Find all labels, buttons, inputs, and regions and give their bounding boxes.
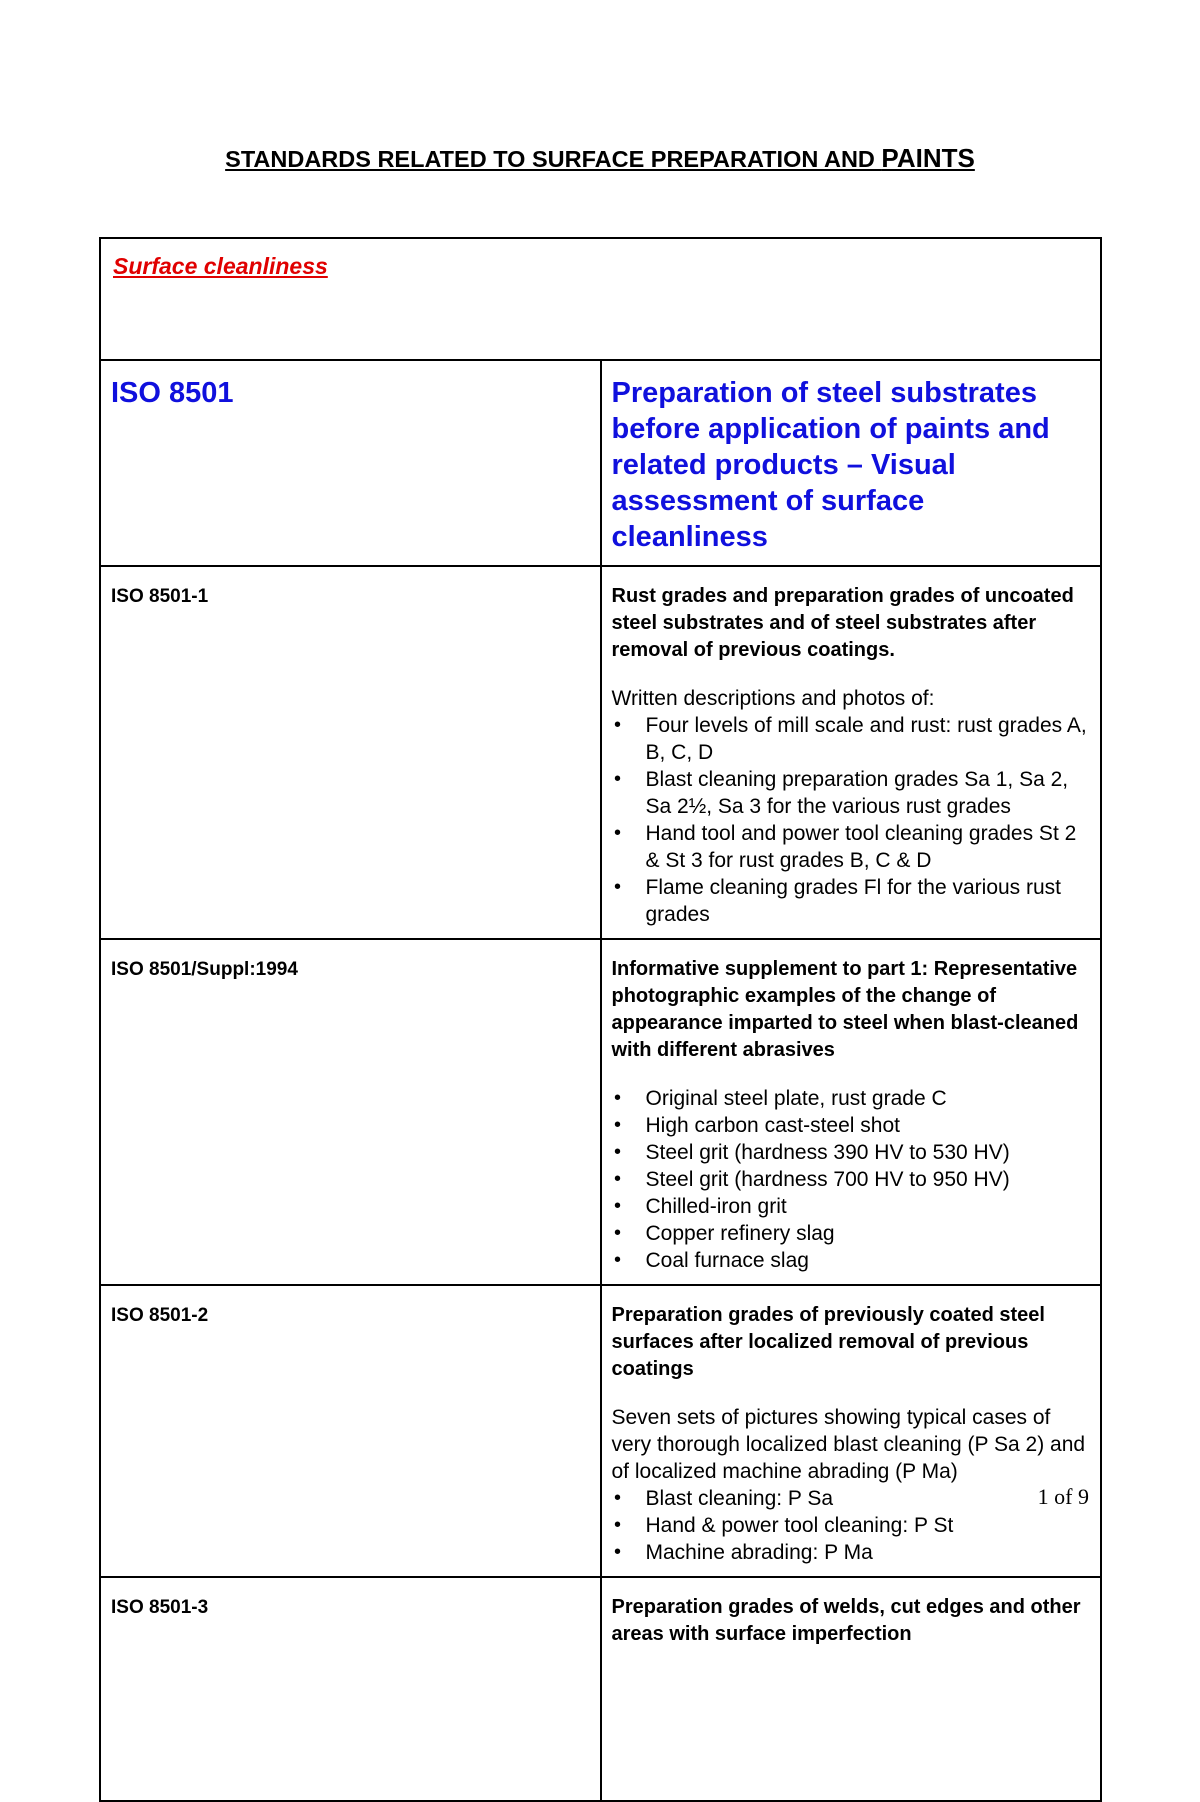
- code-cell: [100, 360, 601, 566]
- standard-code: ISO 8501/Suppl:1994: [111, 959, 298, 980]
- section-title: Surface cleanliness: [113, 253, 328, 279]
- bullet-icon: •: [613, 714, 621, 736]
- bullet-icon: •: [613, 1087, 621, 1109]
- list-item-text: Copper refinery slag: [645, 1222, 835, 1245]
- list-item-text: Four levels of mill scale and rust: rust grades A, B, C, D: [645, 714, 1087, 764]
- bullet-icon: •: [613, 768, 621, 790]
- description-cell: [601, 939, 1102, 1285]
- list-item: [612, 766, 1089, 820]
- document-title-tail: PAINTS: [881, 143, 975, 173]
- list-item: [612, 1193, 1089, 1220]
- standard-code: ISO 8501-2: [111, 1305, 209, 1326]
- standards-table: [99, 237, 1102, 1802]
- list-item-text: Steel grit (hardness 700 HV to 950 HV): [645, 1168, 1010, 1191]
- standard-intro: Written descriptions and photos of:: [611, 687, 935, 710]
- description-cell: [601, 1285, 1102, 1577]
- bullet-list: [612, 1485, 1089, 1566]
- bullet-icon: •: [613, 822, 621, 844]
- description-cell: [601, 566, 1102, 939]
- list-item-text: Chilled-iron grit: [645, 1195, 787, 1218]
- list-item-text: Blast cleaning: P Sa: [645, 1487, 834, 1510]
- table-row-iso-8501-1: [100, 566, 1101, 939]
- standard-code: ISO 8501-3: [111, 1597, 209, 1618]
- bullet-icon: •: [613, 1541, 621, 1563]
- list-item-text: Hand tool and power tool cleaning grades St 2 & St 3 for rust grades B, C & D: [645, 822, 1077, 872]
- list-item: [612, 1112, 1089, 1139]
- list-item-text: Coal furnace slag: [645, 1249, 809, 1272]
- standard-description: Preparation of steel substrates before application of paints and related products – Visual assessment of surface cleanliness: [611, 377, 1050, 553]
- list-item: [612, 1247, 1089, 1274]
- list-item: [612, 1485, 1089, 1512]
- bullet-list: [612, 712, 1089, 928]
- description-cell: [601, 1577, 1102, 1801]
- list-item-text: Steel grit (hardness 390 HV to 530 HV): [645, 1141, 1010, 1164]
- bullet-list: [612, 1085, 1089, 1274]
- list-item: [612, 1085, 1089, 1112]
- document-title: [0, 143, 1200, 174]
- bullet-icon: •: [613, 876, 621, 898]
- list-item: [612, 1539, 1089, 1566]
- list-item: [612, 820, 1089, 874]
- code-cell: [100, 1577, 601, 1801]
- list-item-text: Flame cleaning grades Fl for the various rust grades: [645, 876, 1062, 926]
- bullet-icon: •: [613, 1487, 621, 1509]
- list-item: [612, 1512, 1089, 1539]
- description-cell: [601, 360, 1102, 566]
- table-row-iso-8501-suppl: [100, 939, 1101, 1285]
- bullet-icon: •: [613, 1249, 621, 1271]
- section-row: [100, 238, 1101, 360]
- list-item-text: Blast cleaning preparation grades Sa 1, Sa 2, Sa 2½, Sa 3 for the various rust grades: [645, 768, 1069, 818]
- standard-intro: Seven sets of pictures showing typical cases of very thorough localized blast cleaning (P Sa 2) and of localized machine abrading (P Ma): [611, 1406, 1086, 1483]
- section-cell: [100, 238, 1101, 360]
- table-row-iso-8501-3: [100, 1577, 1101, 1801]
- list-item-text: Machine abrading: P Ma: [645, 1541, 873, 1564]
- standard-code: ISO 8501: [111, 377, 234, 409]
- list-item-text: Hand & power tool cleaning: P St: [645, 1514, 954, 1537]
- bullet-icon: •: [613, 1195, 621, 1217]
- code-cell: [100, 1285, 601, 1577]
- bullet-icon: •: [613, 1514, 621, 1536]
- table-row-iso-8501-2: [100, 1285, 1101, 1577]
- list-item: [612, 1139, 1089, 1166]
- code-cell: [100, 939, 601, 1285]
- list-item: [612, 712, 1089, 766]
- standard-title: Preparation grades of welds, cut edges and other areas with surface imperfection: [611, 1596, 1081, 1645]
- code-cell: [100, 566, 601, 939]
- list-item-text: Original steel plate, rust grade C: [645, 1087, 947, 1110]
- standard-title: Rust grades and preparation grades of uncoated steel substrates and of steel substrates after removal of previous coatings.: [611, 585, 1074, 661]
- list-item: [612, 1220, 1089, 1247]
- list-item: [612, 874, 1089, 928]
- standard-title: Preparation grades of previously coated steel surfaces after localized removal of previous coatings: [611, 1304, 1045, 1380]
- page-number: 1 of 9: [1037, 1484, 1089, 1509]
- document-title-main: STANDARDS RELATED TO SURFACE PREPARATION AND: [225, 146, 882, 172]
- bullet-icon: •: [613, 1168, 621, 1190]
- standards-table-wrapper: [99, 237, 1102, 1645]
- bullet-icon: •: [613, 1114, 621, 1136]
- bullet-icon: •: [613, 1222, 621, 1244]
- list-item-text: High carbon cast-steel shot: [645, 1114, 900, 1137]
- standard-title: Informative supplement to part 1: Representative photographic examples of the change of appearance imparted to steel when blast-cleaned with different abrasives: [611, 958, 1079, 1061]
- list-item: [612, 1166, 1089, 1193]
- standard-code: ISO 8501-1: [111, 586, 209, 607]
- table-row-iso-8501: [100, 360, 1101, 566]
- bullet-icon: •: [613, 1141, 621, 1163]
